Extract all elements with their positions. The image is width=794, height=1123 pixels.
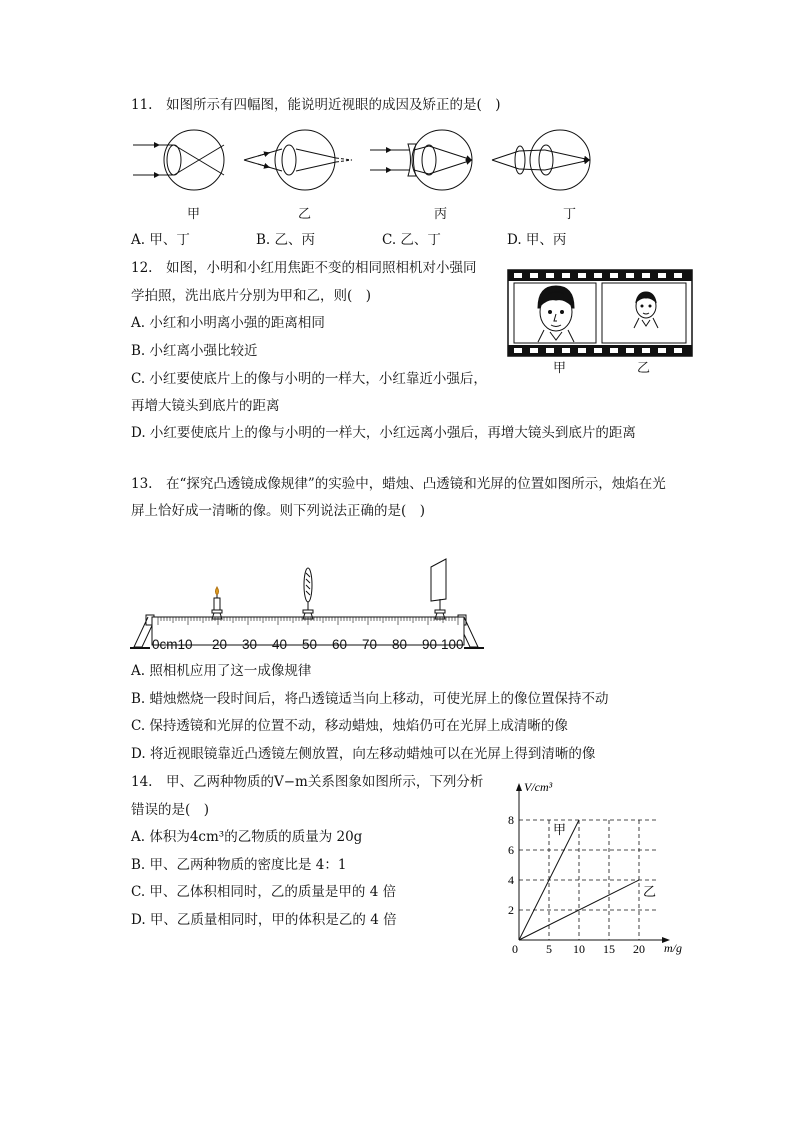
ruler-label-40: 40: [272, 637, 288, 652]
candle: [212, 587, 222, 619]
y-tick-label: 4: [508, 873, 514, 887]
q13-option-a: A. 照相机应用了这一成像规律: [131, 663, 312, 679]
q11-eye-diagrams: [0, 0, 794, 260]
ruler-label-80: 80: [392, 637, 408, 652]
ruler-label-100: 100: [441, 637, 464, 652]
y-tick-label: 8: [508, 813, 514, 827]
eye-diagram-jia: [133, 130, 224, 190]
x-tick-label: 10: [573, 942, 585, 956]
x-tick-label: 15: [603, 942, 615, 956]
q12-option-d: D. 小红要使底片上的像与小明的一样大，小红远离小强后，再增大镜头到底片的距离: [131, 425, 636, 441]
ruler-label-30: 30: [242, 637, 258, 652]
q14-stem-line2: 错误的是( ): [131, 802, 210, 818]
q13-stem-line2: 屏上恰好成一清晰的像。则下列说法正确的是( ): [131, 503, 426, 519]
q13-stem-line1: 13. 在“探究凸透镜成像规律”的实验中，蜡烛、凸透镜和光屏的位置如图所示，烛焰在光: [131, 476, 666, 492]
ruler-label-60: 60: [332, 637, 348, 652]
eye-diagram-bing: [370, 130, 472, 190]
x-tick-label: 0: [512, 942, 518, 956]
q13-option-c: C. 保持透镜和光屏的位置不动，移动蜡烛，烛焰仍可在光屏上成清晰的像: [131, 718, 568, 734]
y-tick-label: 2: [508, 903, 514, 917]
q14-option-c: C. 甲、乙体积相同时，乙的质量是甲的 4 倍: [131, 884, 397, 900]
q14-option-b: B. 甲、乙两种物质的密度比是 4：1: [131, 857, 347, 873]
q14-option-a: A. 体积为4cm³的乙物质的质量为 20g: [131, 829, 363, 845]
q12-option-b: B. 小红离小强比较近: [131, 343, 258, 359]
q14-option-d: D. 甲、乙质量相同时，甲的体积是乙的 4 倍: [131, 912, 397, 928]
q11-option-d: D. 甲、丙: [507, 232, 567, 248]
ruler-label-90: 90: [422, 637, 438, 652]
q12-option-c-line1: C. 小红要使底片上的像与小明的一样大，小红靠近小强后，: [131, 371, 487, 387]
ruler-labels: [152, 636, 472, 652]
y-axis-label: V/cm³: [524, 780, 553, 794]
fig-label-bing: 丙: [434, 207, 448, 222]
x-tick-label: 20: [633, 942, 645, 956]
q12-stem-line1: 12. 如图，小明和小红用焦距不变的相同照相机对小强同: [131, 260, 477, 276]
convex-lens: [303, 568, 313, 619]
ruler-label-50: 50: [302, 637, 318, 652]
q12-option-c-line2: 再增大镜头到底片的距离: [131, 398, 280, 414]
fig-label-ding: 丁: [563, 207, 577, 222]
ruler-label-20: 20: [212, 637, 228, 652]
y-tick-label: 6: [508, 843, 514, 857]
light-screen: [431, 559, 446, 619]
q12-stem-line2: 学拍照，洗出底片分别为甲和乙，则( ): [131, 288, 372, 304]
fig-label-jia: 甲: [187, 207, 201, 222]
eye-diagram-ding: [492, 130, 590, 190]
film-strip-figure: [508, 270, 692, 356]
film-label-jia: 甲: [553, 361, 567, 376]
ruler-label-70: 70: [362, 637, 378, 652]
film-label-yi: 乙: [637, 361, 651, 376]
eye-diagram-yi: [244, 130, 352, 190]
series-label-jia: 甲: [553, 823, 567, 838]
y-axis-arrow: [516, 783, 522, 791]
x-tick-label: 5: [546, 942, 552, 956]
q11-stem: 11. 如图所示有四幅图，能说明近视眼的成因及矫正的是( ): [131, 97, 501, 113]
q12-option-a: A. 小红和小明离小强的距离相同: [131, 315, 325, 331]
fig-label-yi: 乙: [298, 207, 312, 222]
q14-stem-line1: 14. 甲、乙两种物质的V−m关系图象如图所示，下列分析: [131, 774, 484, 790]
q11-option-c: C. 乙、丁: [382, 232, 441, 248]
x-axis-label: m/g: [664, 941, 682, 955]
series-label-yi: 乙: [643, 885, 657, 900]
q11-option-a: A. 甲、丁: [131, 232, 190, 248]
q11-option-b: B. 乙、丙: [256, 232, 316, 248]
ruler-label-0: 0cm10: [152, 637, 193, 652]
q13-option-d: D. 将近视眼镜靠近凸透镜左侧放置，向左移动蜡烛可以在光屏上得到清晰的像: [131, 746, 596, 762]
vm-chart: [500, 775, 700, 960]
q13-option-b: B. 蜡烛燃烧一段时间后，将凸透镜适当向上移动，可使光屏上的像位置保持不动: [131, 691, 609, 707]
